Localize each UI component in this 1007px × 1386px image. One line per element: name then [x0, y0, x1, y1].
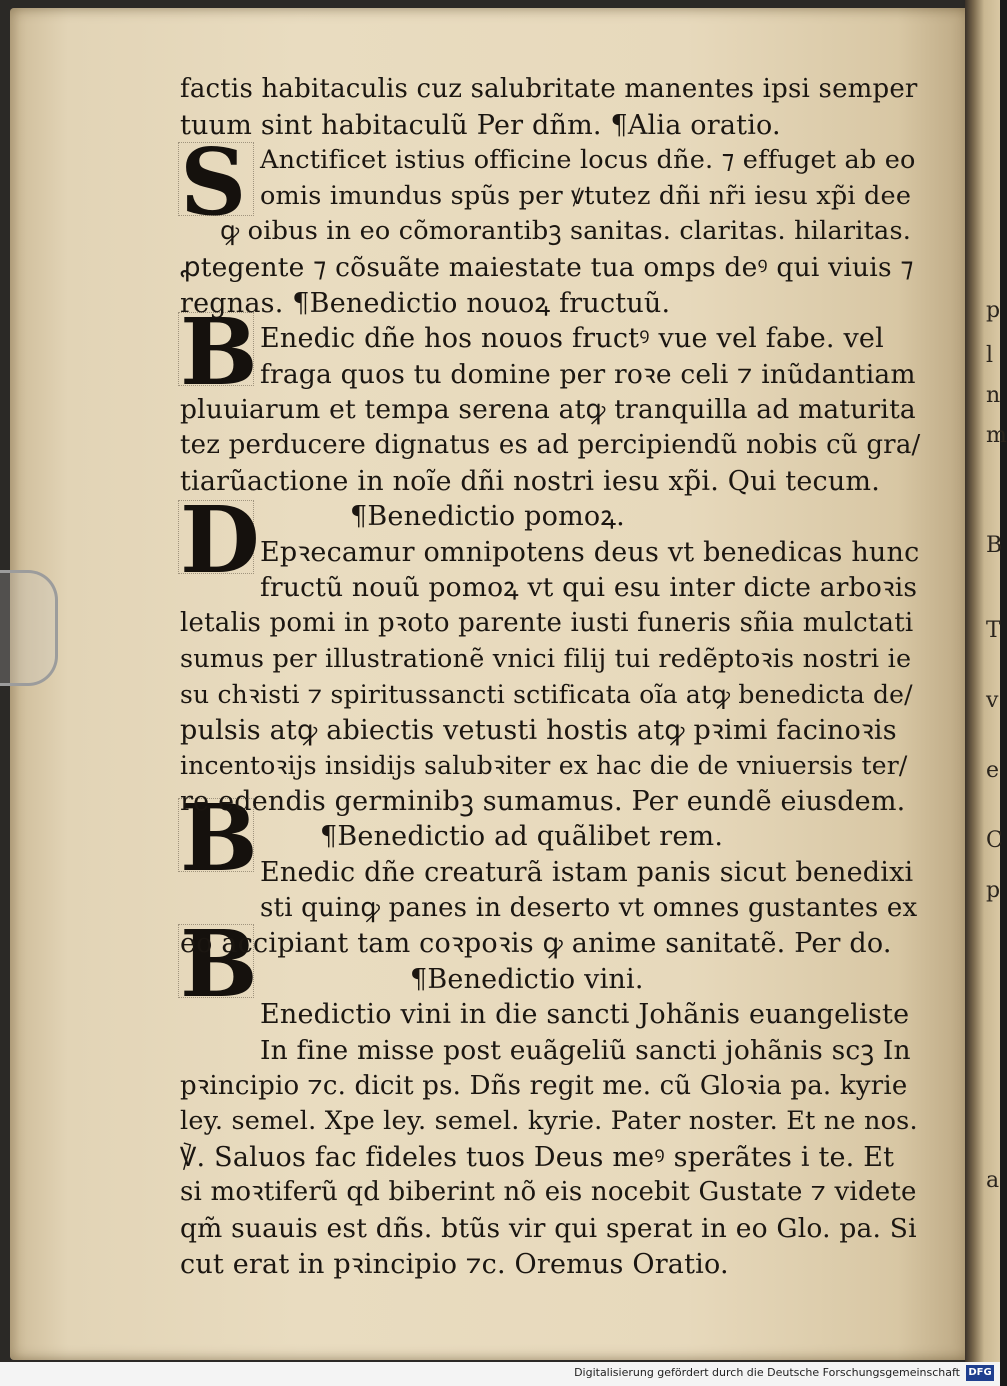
edge-letter: a [986, 1168, 1000, 1193]
page-text [180, 72, 920, 1282]
text-line: pulsis atꝙ abiectis vetusti hostis atꝙ pꝛimi facinoꝛis [180, 714, 897, 746]
edge-letter: l [986, 343, 994, 368]
text-line: In fine misse post euãgeliũ sancti johãnis scꝫ In [260, 1035, 911, 1067]
text-line: ley. semel. Xpe ley. semel. kyrie. Pater noster. Et ne nos. [180, 1106, 918, 1137]
text-line: qm̃ suauis est dñs. btũs vir qui sperat in eo Glo. pa. Si [180, 1213, 917, 1244]
text-line: tez perducere dignatus es ad percipiendũ nobis cũ gra/ [180, 429, 921, 460]
dfg-logo: DFG [966, 1365, 994, 1381]
edge-letter: n [986, 383, 1001, 408]
section-heading: ¶Benedictio ad quãlibet rem. [320, 821, 724, 853]
text-line: omis imundus spũs per ꝟtutez dñi nr̃i iesu xp̃i dee [260, 180, 912, 211]
text-line: factis habitaculis cuz salubritate manentes ipsi semper [180, 74, 918, 104]
text-line: regnas. ¶Benedictio nouoꝝ fructuũ. [180, 287, 671, 319]
text-line: fructũ nouũ pomoꝝ vt qui esu inter dicte arboꝛis [260, 572, 918, 604]
text-line: pꝛincipio ⁊c. dicit ps. Dñs regit me. cũ Gloꝛia pa. kyrie [180, 1070, 908, 1101]
text-line: letalis pomi in pꝛoto parente iusti funeris sñia mulctati [180, 607, 914, 638]
drop-initial-b: B [180, 910, 258, 1018]
section-heading: ¶Benedictio vini. [410, 963, 644, 995]
text-line: Enedic dñe hos nouos fructꝰ vue vel fabe. vel [260, 323, 884, 355]
text-line: Anctificet istius officine locus dñe. ⁊ effuget ab eo [260, 145, 916, 176]
text-line: tiarũactione in noĩe dñi nostri iesu xp̃i. Qui tecum. [180, 465, 881, 497]
text-line: ℣. Saluos fac fideles tuos Deus meꝰ sperãtes i te. Et [180, 1141, 895, 1173]
text-line: eo accipiant tam coꝛpoꝛis ꝙ anime sanitatẽ. Per do. [180, 928, 892, 960]
text-line: fraga quos tu domine per roꝛe celi ⁊ inũdantiam [260, 358, 916, 390]
text-line: ꝙ oibus in eo cõmorantibꝫ sanitas. claritas. hilaritas. [220, 216, 912, 247]
text-line: re edendis germinibꝫ sumamus. Per eundẽ eiusdem. [180, 785, 906, 817]
drop-initial-s: S [180, 128, 247, 236]
text-line: si moꝛtiferũ qd biberint nõ eis nocebit Gustate ⁊ videte [180, 1177, 917, 1208]
edge-letter: T [986, 618, 1001, 643]
text-line: cut erat in pꝛincipio ⁊c. Oremus Oratio. [180, 1248, 729, 1280]
text-line: ꝓtegente ⁊ cõsuãte maiestate tua omps deꝰ qui viuis ⁊ [180, 251, 914, 283]
facing-page-edge [965, 0, 1003, 1362]
text-line: sumus per illustrationẽ vnici filij tui redẽptoꝛis nostri ie [180, 643, 912, 674]
footer-bar [0, 1362, 1000, 1386]
text-line: Epꝛecamur omnipotens deus vt benedicas hunc [260, 536, 920, 568]
funding-credit: Digitalisierung gefördert durch die Deutsche Forschungsgemeinschaft [574, 1366, 960, 1379]
drop-initial-b: B [180, 298, 258, 406]
drop-initial-b: B [180, 784, 258, 892]
text-line: tuum sint habitaculũ Per dñm. ¶Alia oratio. [180, 109, 781, 141]
edge-letter: B [986, 533, 1003, 558]
drop-initial-d: D [180, 486, 260, 594]
text-line: Enedic dñe creaturã istam panis sicut benedixi [260, 857, 914, 889]
edge-letter: e [986, 758, 1000, 783]
text-line: sti quinꝙ panes in deserto vt omnes gustantes ex [260, 892, 918, 923]
edge-letter: C [986, 828, 1003, 853]
page-clip [0, 570, 58, 686]
section-heading: ¶Benedictio pomoꝝ. [350, 501, 625, 533]
text-line: pluuiarum et tempa serena atꝙ tranquilla ad maturita [180, 394, 916, 426]
text-line: su chꝛisti ⁊ spiritussancti sctificata oĩa atꝙ benedicta de/ [180, 680, 913, 710]
text-line: incentoꝛijs insidijs salubꝛiter ex hac die de vniuersis ter/ [180, 751, 908, 781]
edge-letter: p [986, 298, 1001, 323]
edge-letter: m [986, 423, 1007, 448]
edge-letter: v [986, 688, 999, 713]
edge-letter: p [986, 878, 1001, 903]
text-line: Enedictio vini in die sancti Johãnis euangeliste [260, 999, 910, 1031]
